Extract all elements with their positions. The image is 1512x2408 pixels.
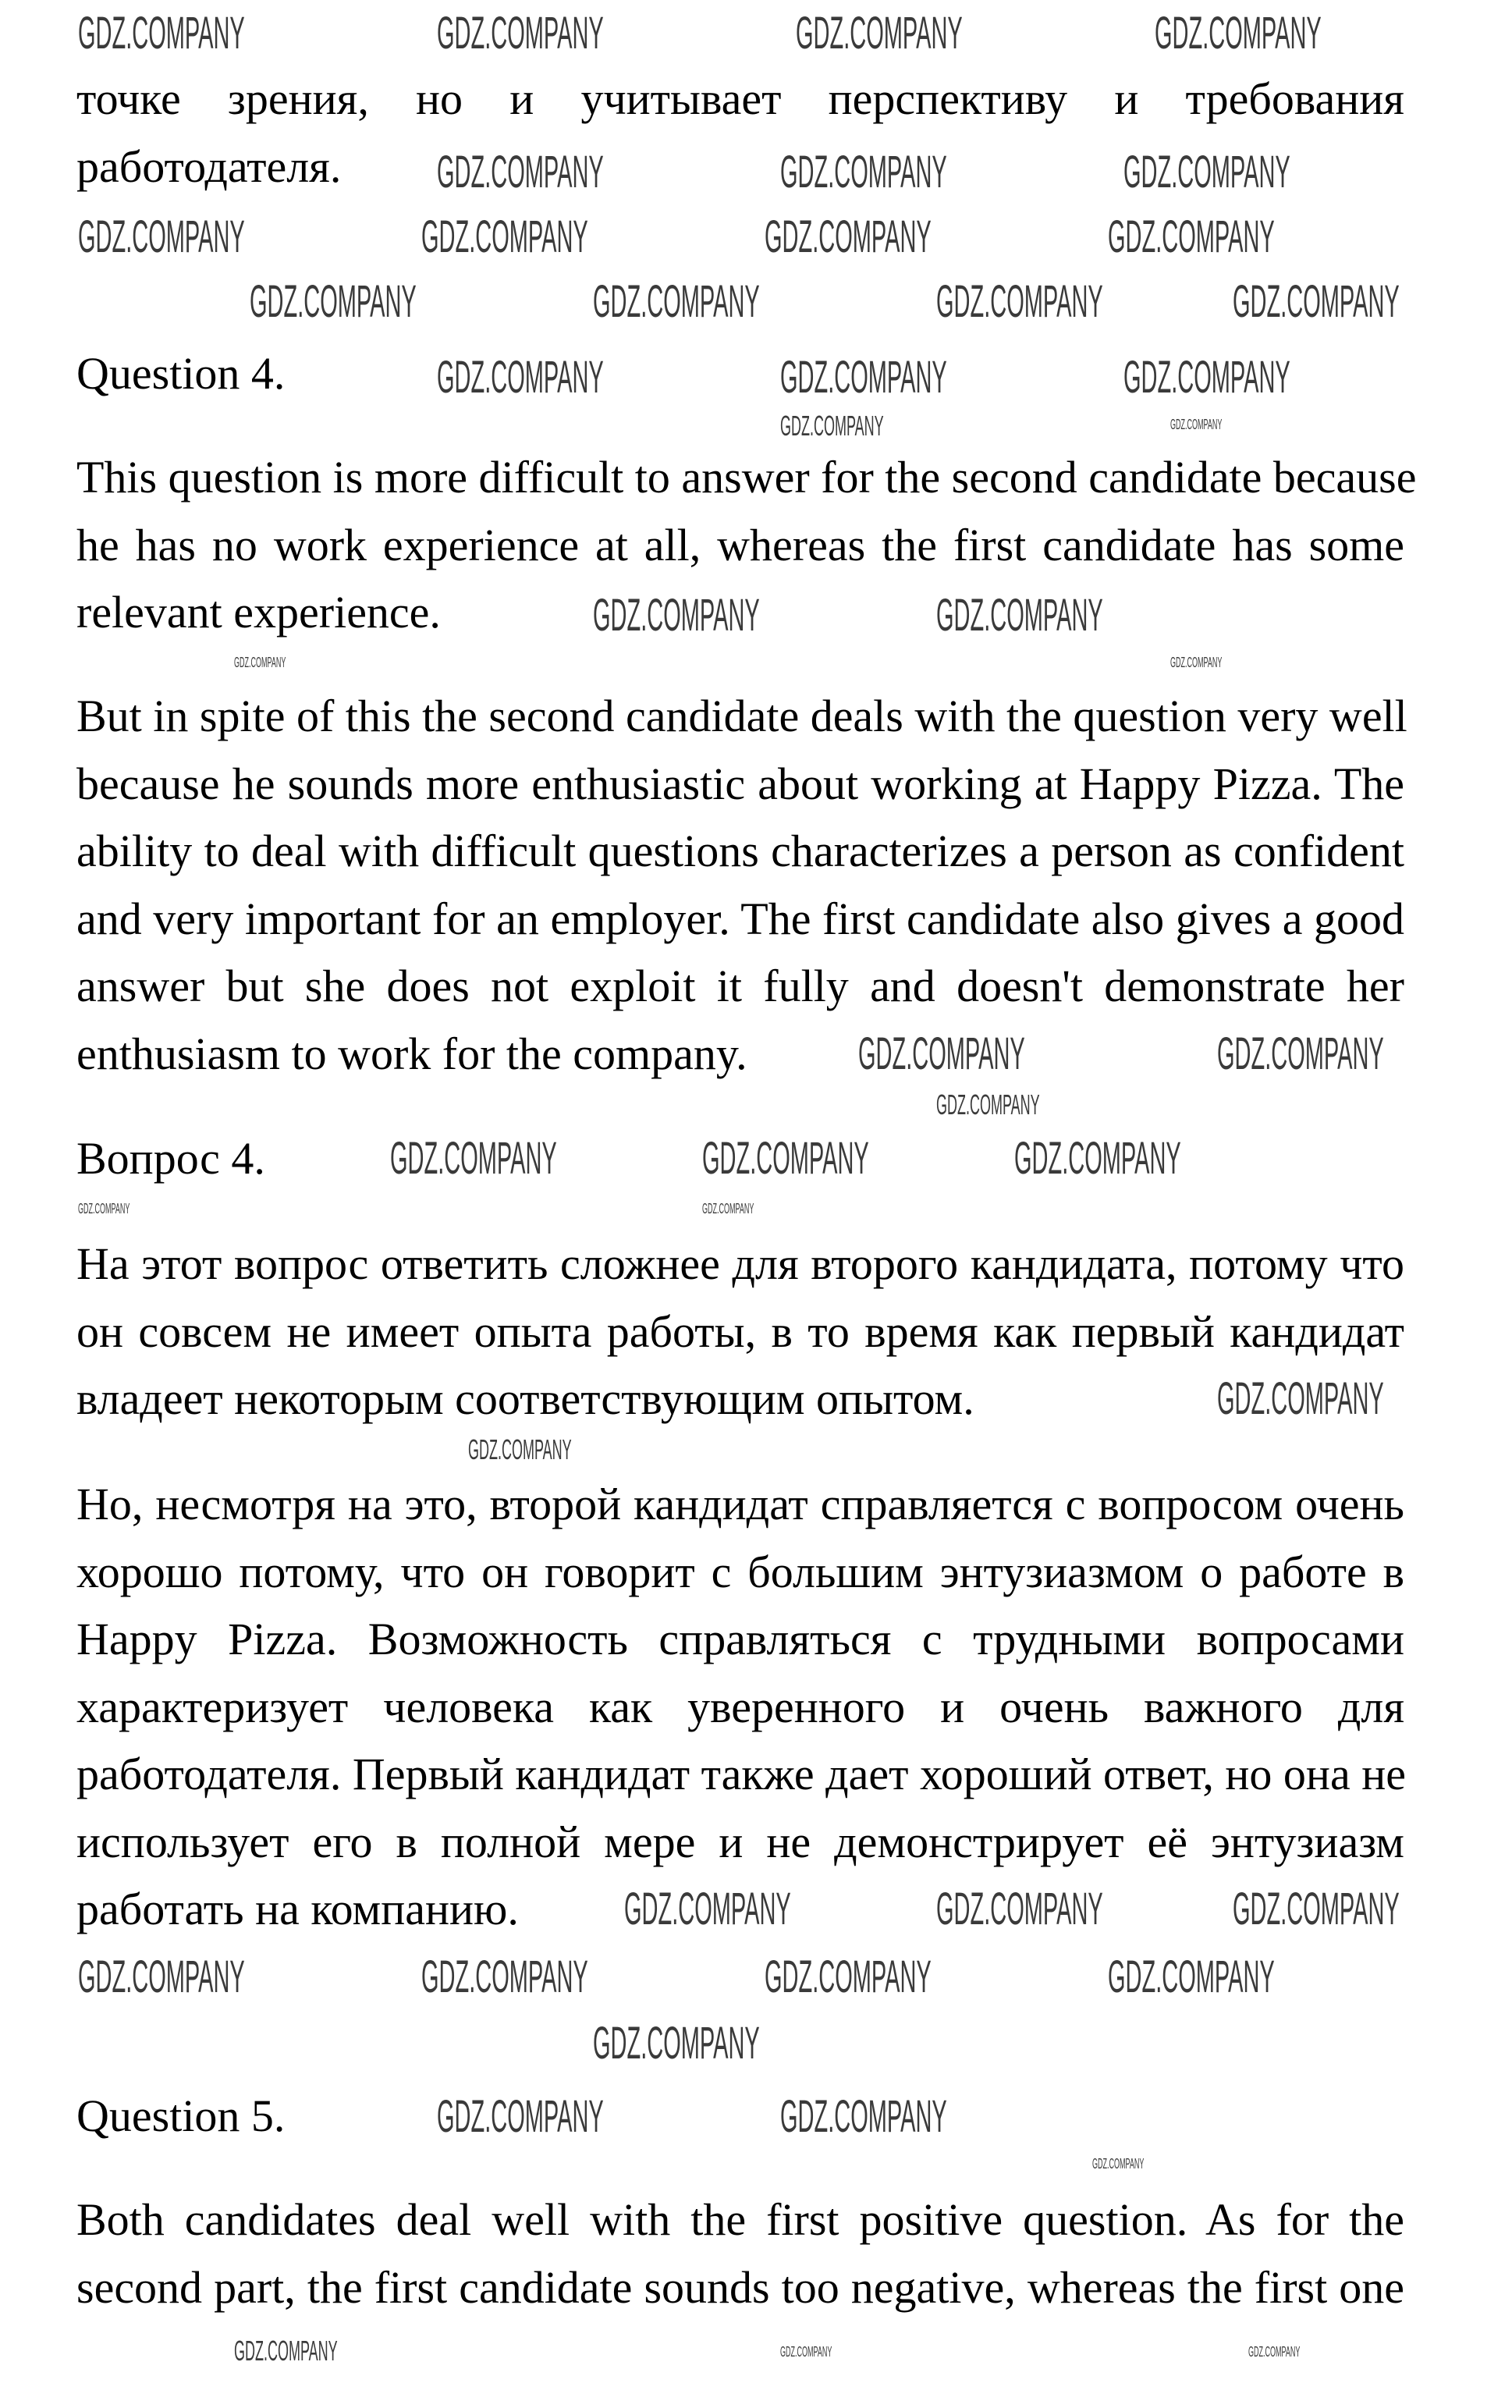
text-line: работодателя.	[76, 140, 342, 192]
watermark: GDZ.COMPANY	[1248, 2344, 1301, 2360]
text-line: because he sounds more enthusiastic about working at Happy Pizza. The	[76, 758, 1404, 809]
watermark: GDZ.COMPANY	[796, 8, 963, 59]
watermark: GDZ.COMPANY	[1170, 655, 1223, 670]
watermark: GDZ.COMPANY	[1123, 147, 1290, 197]
watermark: GDZ.COMPANY	[437, 147, 604, 197]
text-line: This question is more difficult to answer for the second candidate because	[76, 452, 1417, 503]
watermark: GDZ.COMPANY	[1108, 211, 1275, 262]
watermark: GDZ.COMPANY	[936, 590, 1103, 641]
text-line: он совсем не имеет опыта работы, в то время как первый кандидат	[76, 1305, 1404, 1357]
watermark: GDZ.COMPANY	[234, 655, 286, 670]
watermark: GDZ.COMPANY	[702, 1201, 754, 1216]
text-line: использует его в полной мере и не демонстрирует её энтузиазм	[76, 1816, 1404, 1867]
text-line: владеет некоторым соответствующим опытом.	[76, 1373, 974, 1424]
watermark: GDZ.COMPANY	[1233, 1884, 1400, 1934]
text-line: работать на компанию.	[76, 1884, 519, 1934]
text-line: точке зрения, но и учитывает перспективу и требования	[76, 73, 1404, 124]
paragraph-p3	[76, 1231, 1404, 1433]
paragraph-p4	[76, 1471, 1404, 1944]
watermark: GDZ.COMPANY	[421, 1952, 588, 2002]
watermark: GDZ.COMPANY	[78, 8, 245, 59]
watermark: GDZ.COMPANY	[1155, 8, 1322, 59]
q5-heading	[76, 2083, 1404, 2151]
watermark: GDZ.COMPANY	[702, 1133, 869, 1184]
watermark: GDZ.COMPANY	[936, 1089, 1040, 1121]
text-line: Both candidates deal well with the first positive question. As for the	[76, 2194, 1404, 2245]
watermark: GDZ.COMPANY	[780, 147, 947, 197]
watermark: GDZ.COMPANY	[234, 2335, 338, 2367]
watermark: GDZ.COMPANY	[858, 1028, 1025, 1079]
watermark: GDZ.COMPANY	[780, 352, 947, 403]
text-line: На этот вопрос ответить сложнее для второго кандидата, потому что	[76, 1238, 1404, 1289]
paragraph-p2	[76, 683, 1407, 1088]
watermark: GDZ.COMPANY	[78, 211, 245, 262]
watermark: GDZ.COMPANY	[1092, 2156, 1145, 2172]
watermark: GDZ.COMPANY	[1233, 276, 1400, 327]
watermark: GDZ.COMPANY	[1217, 1028, 1384, 1079]
watermark: GDZ.COMPANY	[936, 276, 1103, 327]
text-line: But in spite of this the second candidate deals with the question very well	[76, 691, 1407, 741]
text-line: he has no work experience at all, whereas the first candidate has some	[76, 519, 1404, 570]
text-line: Но, несмотря на это, второй кандидат справляется с вопросом очень	[76, 1479, 1404, 1529]
watermark: GDZ.COMPANY	[437, 352, 604, 403]
watermark: GDZ.COMPANY	[78, 1952, 245, 2002]
watermark: GDZ.COMPANY	[624, 1884, 791, 1934]
watermark: GDZ.COMPANY	[250, 276, 417, 327]
text-line: хорошо потому, что он говорит с большим энтузиазмом о работе в	[76, 1546, 1404, 1597]
watermark: GDZ.COMPANY	[1014, 1133, 1181, 1184]
text-line: enthusiasm to work for the company.	[76, 1028, 747, 1079]
watermark: GDZ.COMPANY	[1108, 1952, 1275, 2002]
text-line: and very important for an employer. The first candidate also gives a good	[76, 893, 1404, 944]
watermark: GDZ.COMPANY	[1217, 1373, 1384, 1424]
text-line: Question 5.	[76, 2090, 286, 2141]
watermark: GDZ.COMPANY	[390, 1133, 557, 1184]
watermark: GDZ.COMPANY	[1123, 352, 1290, 403]
watermark: GDZ.COMPANY	[593, 276, 760, 327]
text-line: характеризует человека как уверенного и очень важного для	[76, 1681, 1404, 1732]
watermark: GDZ.COMPANY	[437, 2091, 604, 2142]
text-line: Question 4.	[76, 348, 286, 399]
watermark: GDZ.COMPANY	[437, 8, 604, 59]
text-line: Вопрос 4.	[76, 1133, 265, 1184]
watermark: GDZ.COMPANY	[593, 2018, 760, 2069]
watermark: GDZ.COMPANY	[1170, 417, 1223, 432]
text-line: relevant experience.	[76, 587, 441, 638]
text-line: Happy Pizza. Возможность справляться с трудными вопросами	[76, 1614, 1404, 1664]
text-line: ability to deal with difficult questions characterizes a person as confident	[76, 826, 1404, 876]
watermark: GDZ.COMPANY	[780, 2091, 947, 2142]
text-line: answer but she does not exploit it fully and doesn't demonstrate her	[76, 961, 1404, 1011]
watermark: GDZ.COMPANY	[78, 1201, 130, 1216]
watermark: GDZ.COMPANY	[765, 211, 932, 262]
watermark: GDZ.COMPANY	[780, 2344, 832, 2360]
paragraph-p5	[76, 2186, 1404, 2321]
text-line: работодателя. Первый кандидат также дает хороший ответ, но она не	[76, 1749, 1406, 1799]
watermark: GDZ.COMPANY	[468, 1433, 572, 1465]
watermark: GDZ.COMPANY	[936, 1884, 1103, 1934]
text-line: second part, the first candidate sounds too negative, whereas the first one	[76, 2261, 1404, 2313]
watermark: GDZ.COMPANY	[780, 410, 884, 442]
watermark: GDZ.COMPANY	[765, 1952, 932, 2002]
watermark: GDZ.COMPANY	[421, 211, 588, 262]
watermark: GDZ.COMPANY	[593, 590, 760, 641]
